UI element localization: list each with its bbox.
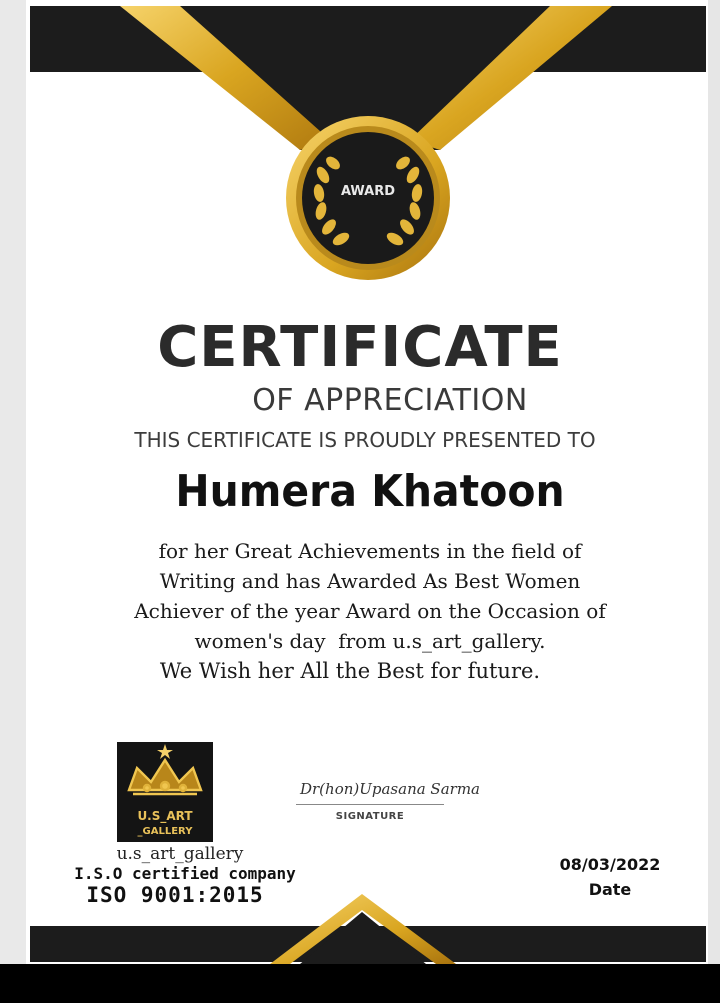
date-value: 08/03/2022 xyxy=(559,855,661,874)
signature-name: Dr(hon)Upasana Sarma xyxy=(299,780,480,798)
recipient-name: Humera Khatoon xyxy=(175,466,565,517)
wish-text: We Wish her All the Best for future. xyxy=(159,659,541,683)
logo-text-line1: U.S_ART xyxy=(137,809,193,823)
citation-line: women's day from u.s_art_gallery. xyxy=(194,629,546,653)
certificate-subtitle: OF APPRECIATION xyxy=(252,383,528,418)
logo-text-line2: _GALLERY xyxy=(137,826,193,837)
medal-label: AWARD xyxy=(340,184,396,199)
citation-line: Achiever of the year Award on the Occasion of xyxy=(134,599,606,623)
iso-company-text: I.S.O certified company xyxy=(74,864,296,883)
iso-number-text: ISO 9001:2015 xyxy=(86,883,264,907)
bottom-decoration xyxy=(0,890,720,964)
certificate-title: CERTIFICATE xyxy=(157,315,563,380)
citation-text xyxy=(60,536,680,656)
award-medal xyxy=(283,113,453,283)
gallery-name: u.s_art_gallery xyxy=(116,844,244,864)
signature-line xyxy=(296,804,444,805)
signature-label: SIGNATURE xyxy=(335,811,405,822)
presented-to-text: THIS CERTIFICATE IS PROUDLY PRESENTED TO xyxy=(134,428,596,452)
date-label: Date xyxy=(588,880,632,899)
gallery-logo xyxy=(117,742,213,842)
citation-line: for her Great Achievements in the field of xyxy=(158,539,582,563)
citation-line: Writing and has Awarded As Best Women xyxy=(159,569,581,593)
